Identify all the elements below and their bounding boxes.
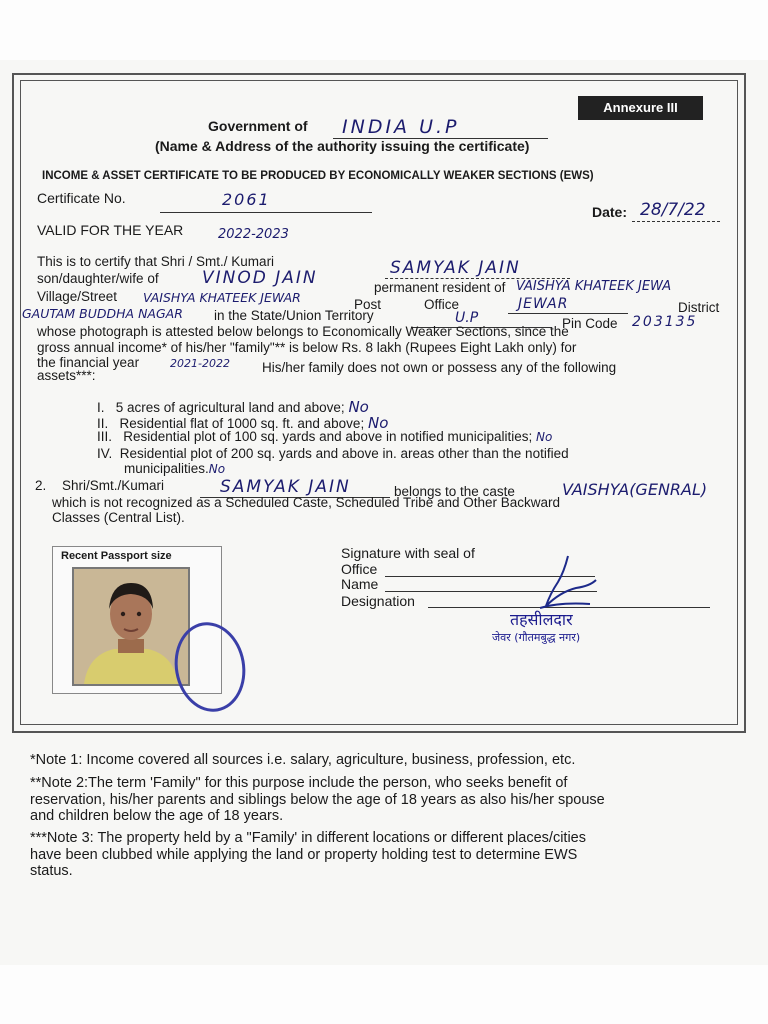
date-label: Date:: [592, 204, 628, 220]
certificate-title: INCOME & ASSET CERTIFICATE TO BE PRODUCED BY ECONOMICALLY WEAKER SECTIONS (EWS): [42, 170, 594, 182]
note-line: status.: [30, 863, 73, 879]
post-label: Post: [354, 297, 382, 312]
asset-text: Residential plot of 200 sq. yards and above in. areas other than the notified: [119, 446, 569, 461]
office-label: Office: [424, 297, 460, 312]
asset-text: municipalities.: [124, 461, 209, 476]
district-label: District: [678, 300, 720, 315]
note-line: have been clubbed while applying the land or property holding test to determine EWS: [30, 847, 578, 863]
designation-field-label: Designation: [341, 593, 415, 609]
date-underline: [632, 221, 720, 222]
gov-label: Government of: [208, 118, 308, 134]
valid-value: 2022-2023: [218, 227, 289, 242]
asset-item-continued: [124, 461, 225, 476]
body-line-1: This is to certify that Shri / Smt./ Kumari: [37, 254, 275, 269]
father-name: VINOD JAIN: [202, 268, 318, 288]
asset-text: Residential flat of 1000 sq. ft. and above;: [119, 416, 365, 431]
caste-applicant-name: SAMYAK JAIN: [220, 477, 351, 497]
asset-item: [97, 446, 569, 461]
authority-text: (Name & Address of the authority issuing the certificate): [155, 138, 530, 154]
body-line-2b: permanent resident of: [374, 280, 506, 295]
state-value: U.P: [455, 310, 479, 326]
village-value: VAISHYA KHATEEK JEWAR: [143, 290, 301, 305]
location-hindi: जेवर (गौतमबुद्ध नगर): [492, 631, 581, 644]
designation-hindi: तहसीलदार: [510, 610, 573, 629]
passport-photo: [72, 567, 190, 686]
asset-answer: No: [208, 462, 226, 476]
body-line-8: assets***:: [37, 368, 96, 383]
note-line: reservation, his/her parents and siblings below the age of 18 years as also his/her spouse: [30, 792, 605, 808]
applicant-name: SAMYAK JAIN: [390, 258, 521, 278]
body-line-5: whose photograph is attested below belongs to Economically Weaker Sections, since the: [37, 324, 569, 339]
note-line: **Note 2:The term 'Family" for this purpose include the person, who seeks benefit of: [30, 775, 568, 791]
pin-value: 203135: [632, 314, 698, 330]
note-line: ***Note 3: The property held by a "Family' in different locations or different places/cities: [30, 830, 586, 846]
asset-answer: No: [348, 398, 369, 416]
asset-number: IV.: [97, 446, 113, 461]
office-field-label: Office: [341, 561, 378, 577]
annexure-badge: Annexure III: [578, 96, 703, 120]
gov-value: INDIA U.P: [342, 116, 460, 138]
district-value: GAUTAM BUDDHA NAGAR: [22, 306, 183, 321]
caste-line-1b: belongs to the caste: [394, 484, 515, 499]
caste-line-2: which is not recognized as a Scheduled Caste, Scheduled Tribe and Other Backward: [52, 495, 561, 510]
post-value: JEWAR: [518, 296, 569, 312]
name-field-label: Name: [341, 576, 379, 592]
post-underline: [508, 313, 628, 314]
body-line-7b: His/her family does not own or possess any of the following: [262, 360, 617, 375]
state-label: in the State/Union Territory: [214, 308, 374, 323]
cert-no-value: 2061: [222, 190, 271, 209]
resident-address: VAISHYA KHATEEK JEWA: [516, 279, 672, 294]
body-line-6: gross annual income* of his/her "family"** is below Rs. 8 lakh (Rupees Eight Lakh only) for: [37, 340, 577, 355]
pin-label: Pin Code: [562, 316, 618, 331]
body-line-2a: son/daughter/wife of: [37, 271, 159, 286]
photo-caption: Recent Passport size: [61, 550, 172, 562]
financial-year: 2021-2022: [170, 357, 230, 370]
cert-no-label: Certificate No.: [37, 190, 126, 206]
body-line-3a: Village/Street: [37, 289, 118, 304]
valid-label: VALID FOR THE YEAR: [37, 222, 184, 238]
asset-answer: No: [367, 414, 389, 432]
signature-seal-label: Signature with seal of: [341, 545, 475, 561]
asset-item: [97, 429, 552, 444]
asset-number: III.: [97, 429, 113, 444]
caste-line-3: Classes (Central List).: [52, 510, 185, 525]
date-value: 28/7/22: [640, 200, 706, 220]
body-line-7a: the financial year: [37, 355, 140, 370]
asset-text: Residential plot of 100 sq. yards and above in notified municipalities;: [123, 429, 533, 444]
asset-answer: No: [536, 430, 553, 444]
asset-text: 5 acres of agricultural land and above;: [115, 400, 345, 415]
cert-no-underline: [160, 212, 372, 213]
caste-line-1a: Shri/Smt./Kumari: [62, 478, 165, 493]
caste-number: 2.: [35, 478, 47, 493]
note-line: and children below the age of 18 years.: [30, 808, 284, 824]
asset-number: I.: [97, 400, 105, 415]
asset-number: II.: [97, 416, 109, 431]
note-line: *Note 1: Income covered all sources i.e. salary, agriculture, business, profession, etc.: [30, 752, 576, 768]
caste-value: VAISHYA(GENRAL): [562, 480, 708, 499]
